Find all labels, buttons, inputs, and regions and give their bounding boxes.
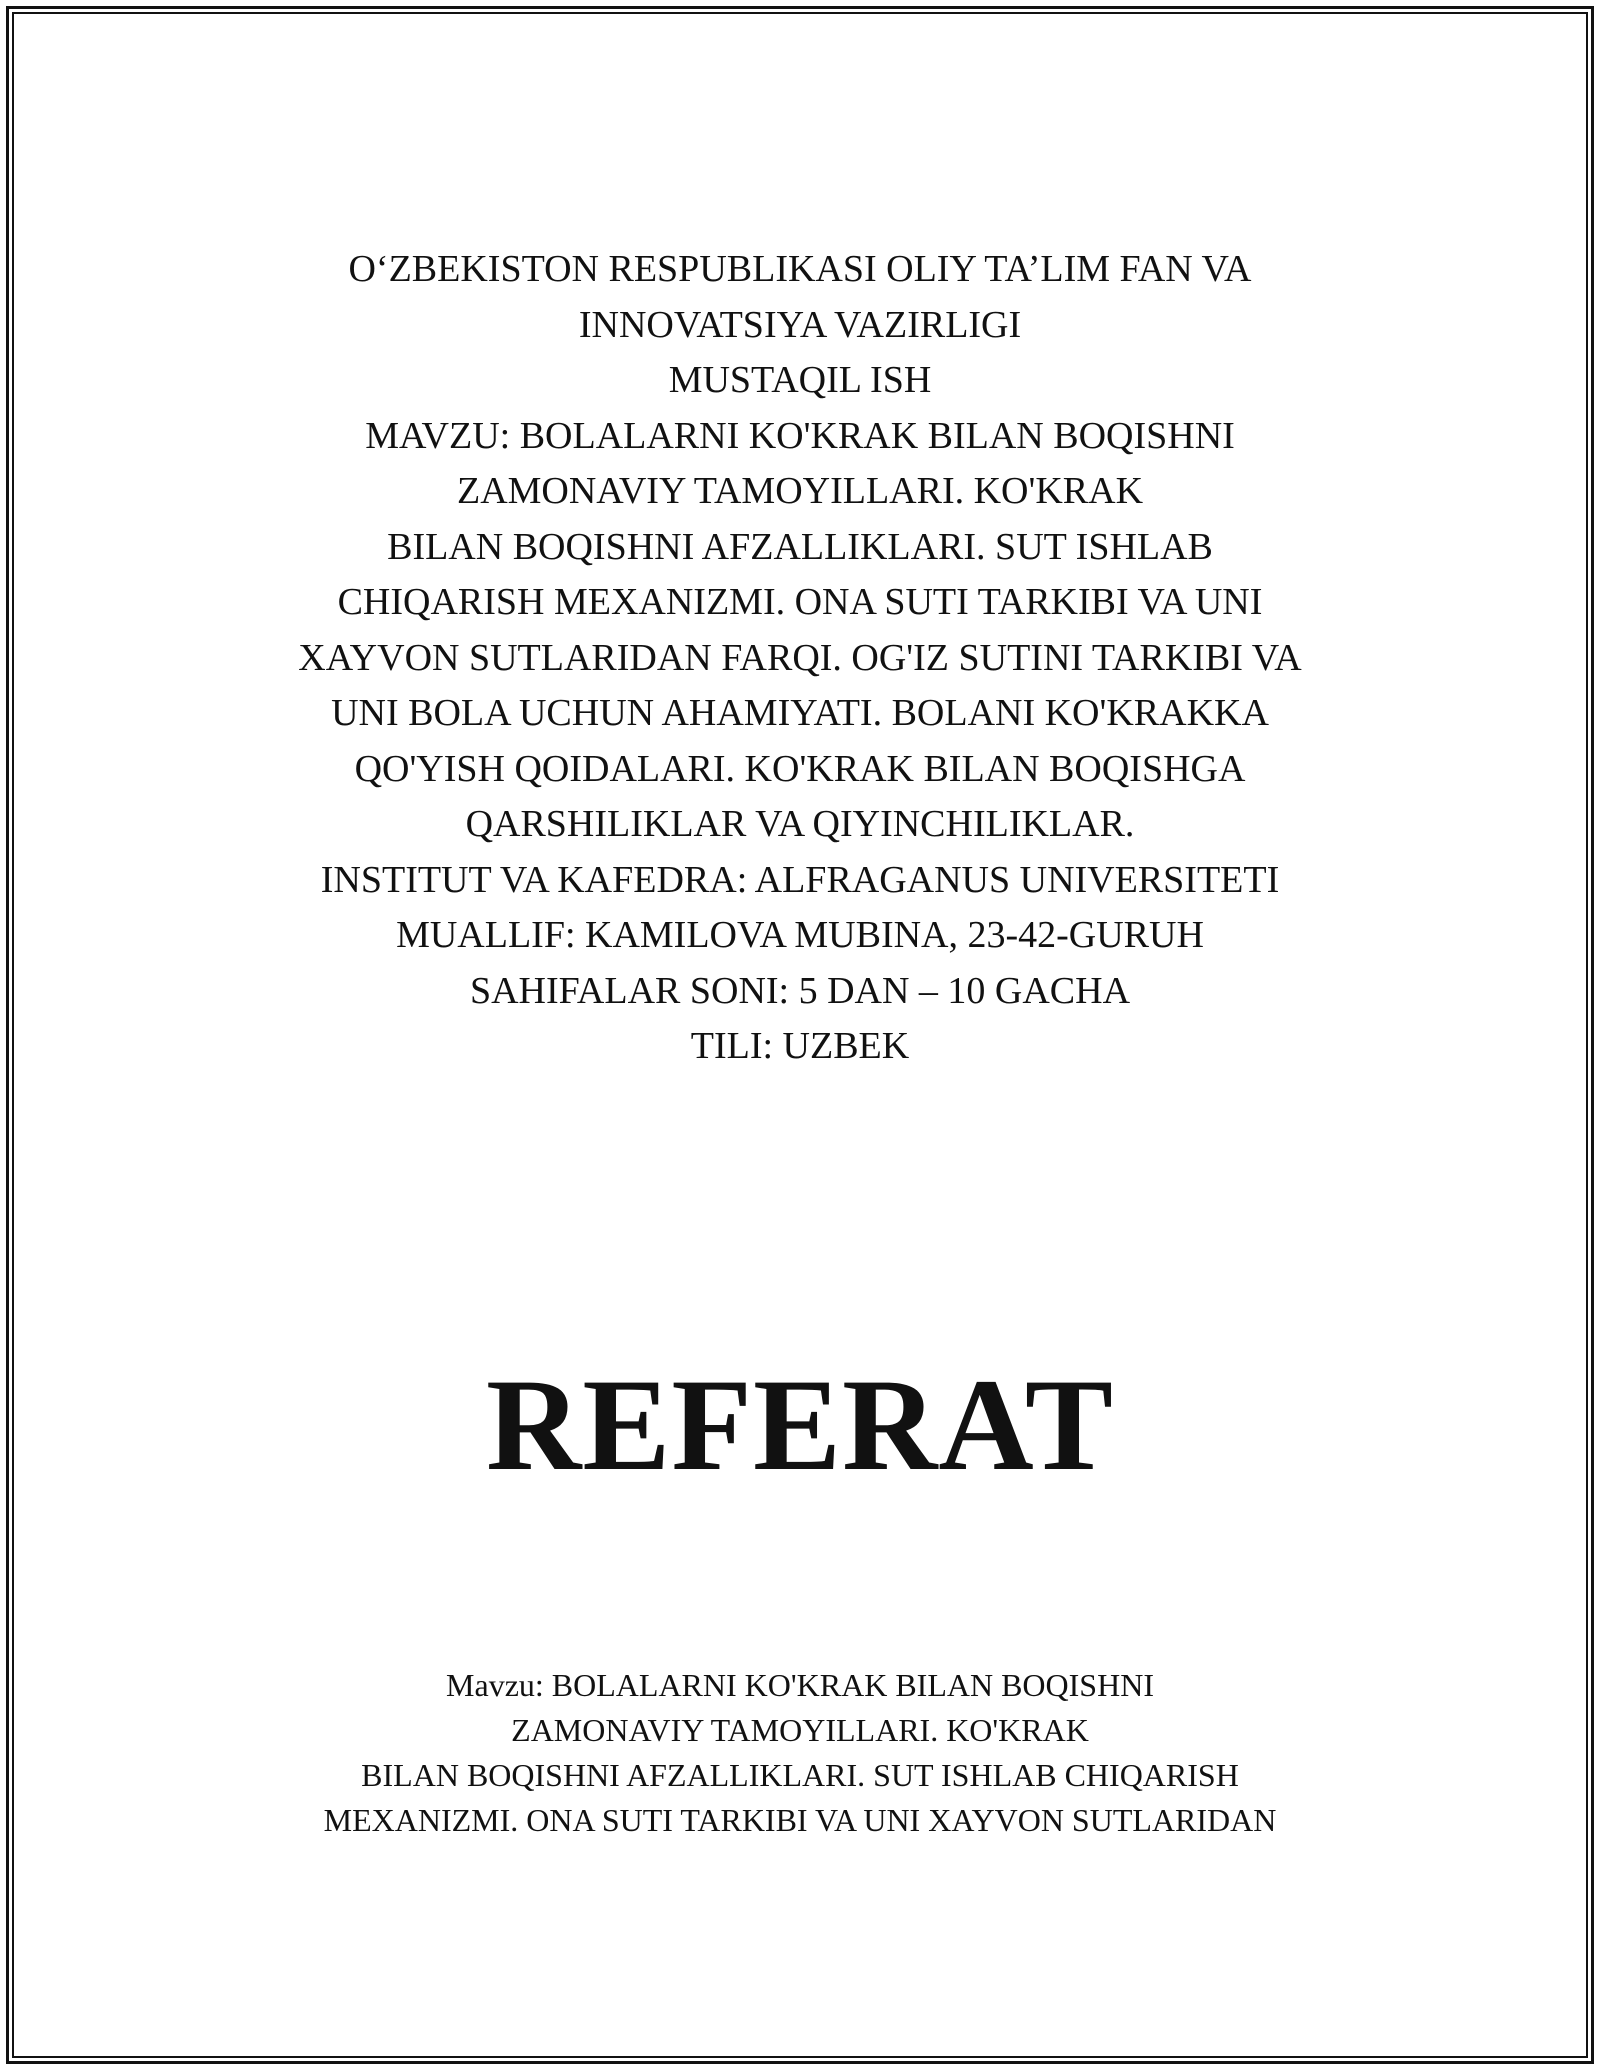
topic-line-5: XAYVON SUTLARIDAN FARQI. OG'IZ SUTINI TARKIBI VA — [298, 636, 1302, 679]
language-line: TILI: UZBEK — [690, 1025, 910, 1067]
work-type: MUSTAQIL ISH — [668, 359, 932, 401]
topic-line-7: QO'YISH QOIDALARI. KO'KRAK BILAN BOQISHGA — [354, 747, 1246, 790]
footer-topic-line-2: ZAMONAVIY TAMOYILLARI. KO'KRAK — [511, 1712, 1089, 1748]
topic-line-6: UNI BOLA UCHUN AHAMIYATI. BOLANI KO'KRAKKA — [331, 692, 1269, 734]
topic-line-1: MAVZU: BOLALARNI KO'KRAK BILAN BOQISHNI — [365, 414, 1235, 457]
page-count-line: SAHIFALAR SONI: 5 DAN – 10 GACHA — [469, 969, 1131, 1012]
institute-line: INSTITUT VA KAFEDRA: ALFRAGANUS UNIVERSITETI — [320, 858, 1280, 901]
footer-topic-line-3: BILAN BOQISHNI AFZALLIKLARI. SUT ISHLAB CHIQARISH — [361, 1757, 1239, 1793]
topic-line-2: ZAMONAVIY TAMOYILLARI. KO'KRAK — [456, 470, 1144, 512]
topic-line-3: BILAN BOQISHNI AFZALLIKLARI. SUT ISHLAB — [387, 525, 1213, 568]
document-title: REFERAT — [486, 1351, 1114, 1498]
ministry-line-2: INNOVATSIYA VAZIRLIGI — [578, 303, 1022, 346]
author-line: MUALLIF: KAMILOVA MUBINA, 23-42-GURUH — [396, 914, 1204, 956]
topic-line-4: CHIQARISH MEXANIZMI. ONA SUTI TARKIBI VA UNI — [337, 581, 1263, 623]
topic-line-8: QARSHILIKLAR VA QIYINCHILIKLAR. — [465, 803, 1135, 845]
ministry-line-1: O‘ZBEKISTON RESPUBLIKASI OLIY TA’LIM FAN VA — [348, 248, 1252, 290]
footer-topic-line-1: Mavzu: BOLALARNI KO'KRAK BILAN BOQISHNI — [446, 1667, 1154, 1703]
header-block — [200, 242, 1400, 1075]
footer-block — [200, 1663, 1400, 1843]
footer-topic-line-4: MEXANIZMI. ONA SUTI TARKIBI VA UNI XAYVON SUTLARIDAN — [323, 1802, 1277, 1838]
